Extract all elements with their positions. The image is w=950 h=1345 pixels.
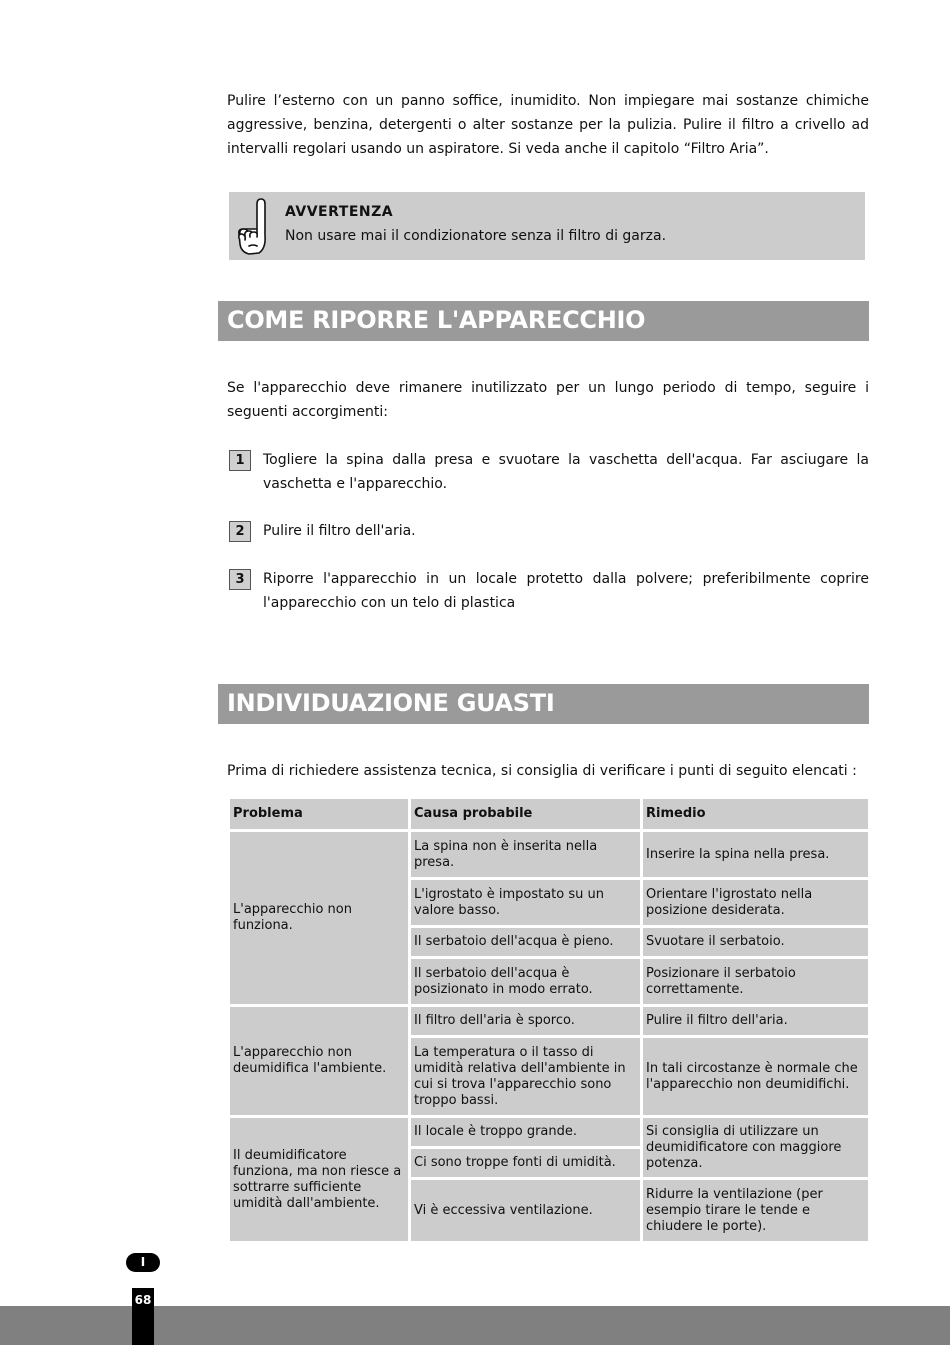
warning-title: AVVERTENZA [285, 204, 394, 220]
remedy-cell: Posizionare il serbatoio correttamente. [643, 959, 868, 1004]
header-cause: Causa probabile [411, 799, 640, 829]
cause-cell: La temperatura o il tasso di umidità relativa dell'ambiente in cui si trova l'apparecchio sono troppo bassi. [411, 1038, 640, 1115]
section-title: COME RIPORRE L'APPARECCHIO [227, 306, 646, 334]
remedy-cell: Si consiglia di utilizzare un deumidificatore con maggiore potenza. [643, 1118, 868, 1177]
header-problem: Problema [230, 799, 408, 829]
step-number-2: 2 [229, 521, 251, 542]
remedy-cell: Inserire la spina nella presa. [643, 832, 868, 877]
storage-intro: Se l'apparecchio deve rimanere inutilizzato per un lungo periodo di tempo, seguire i seguenti accorgimenti: [227, 380, 869, 420]
remedy-cell: Ridurre la ventilazione (per esempio tirare le tende e chiudere le porte). [643, 1180, 868, 1241]
header-remedy: Rimedio [643, 799, 868, 829]
cause-cell: L'igrostato è impostato su un valore basso. [411, 880, 640, 925]
cause-cell: Vi è eccessiva ventilazione. [411, 1180, 640, 1241]
cause-cell: Il serbatoio dell'acqua è posizionato in modo errato. [411, 959, 640, 1004]
problem-cell: L'apparecchio non funziona. [230, 832, 408, 1004]
problem-cell: Il deumidificatore funziona, ma non riesce a sottrarre sufficiente umidità dall'ambiente. [230, 1118, 408, 1241]
remedy-cell: Orientare l'igrostato nella posizione desiderata. [643, 880, 868, 925]
step-text-1: Togliere la spina dalla presa e svuotare la vaschetta dell'acqua. Far asciugare la vaschetta e l'apparecchio. [263, 452, 869, 492]
remedy-cell: Svuotare il serbatoio. [643, 928, 868, 956]
step-number-3: 3 [229, 569, 251, 590]
intro-paragraph: Pulire l’esterno con un panno soffice, inumidito. Non impiegare mai sostanze chimiche aggressive, benzina, detergenti o alter sostanze per la pulizia. Pulire il filtro a crivello ad intervalli regolari usando un aspiratore. Si veda anche il capitolo “Filtro Aria”. [227, 93, 869, 157]
problem-cell: L'apparecchio non deumidifica l'ambiente. [230, 1007, 408, 1115]
step-text-3: Riporre l'apparecchio in un locale protetto dalla polvere; preferibilmente coprire l'apparecchio con un telo di plastica [263, 571, 869, 611]
cause-cell: La spina non è inserita nella presa. [411, 832, 640, 877]
section-heading-storage [218, 301, 869, 341]
page-number: 68 [134, 1293, 152, 1307]
cause-cell: Il filtro dell'aria è sporco. [411, 1007, 640, 1035]
table-row [230, 832, 868, 877]
cause-cell: Il locale è troppo grande. [411, 1118, 640, 1146]
troubleshooting-intro: Prima di richiedere assistenza tecnica, si consiglia di verificare i punti di seguito elencati : [227, 763, 857, 779]
page-number-tab [132, 1288, 154, 1345]
troubleshooting-table [227, 796, 871, 1244]
cause-cell: Ci sono troppe fonti di umidità. [411, 1149, 640, 1177]
remedy-cell: Pulire il filtro dell'aria. [643, 1007, 868, 1035]
table-row [230, 1118, 868, 1146]
warning-text: Non usare mai il condizionatore senza il filtro di garza. [285, 228, 667, 244]
step-text-2: Pulire il filtro dell'aria. [263, 523, 416, 539]
step-number-1: 1 [229, 450, 251, 471]
pointing-hand-icon [235, 196, 269, 256]
cause-cell: Il serbatoio dell'acqua è pieno. [411, 928, 640, 956]
language-badge: I [126, 1253, 160, 1272]
table-header-row [230, 799, 868, 829]
table-row [230, 1007, 868, 1035]
section-title: INDIVIDUAZIONE GUASTI [227, 689, 555, 717]
remedy-cell: In tali circostanze è normale che l'apparecchio non deumidifichi. [643, 1038, 868, 1115]
section-heading-troubleshooting [218, 684, 869, 724]
warning-box [229, 192, 865, 260]
